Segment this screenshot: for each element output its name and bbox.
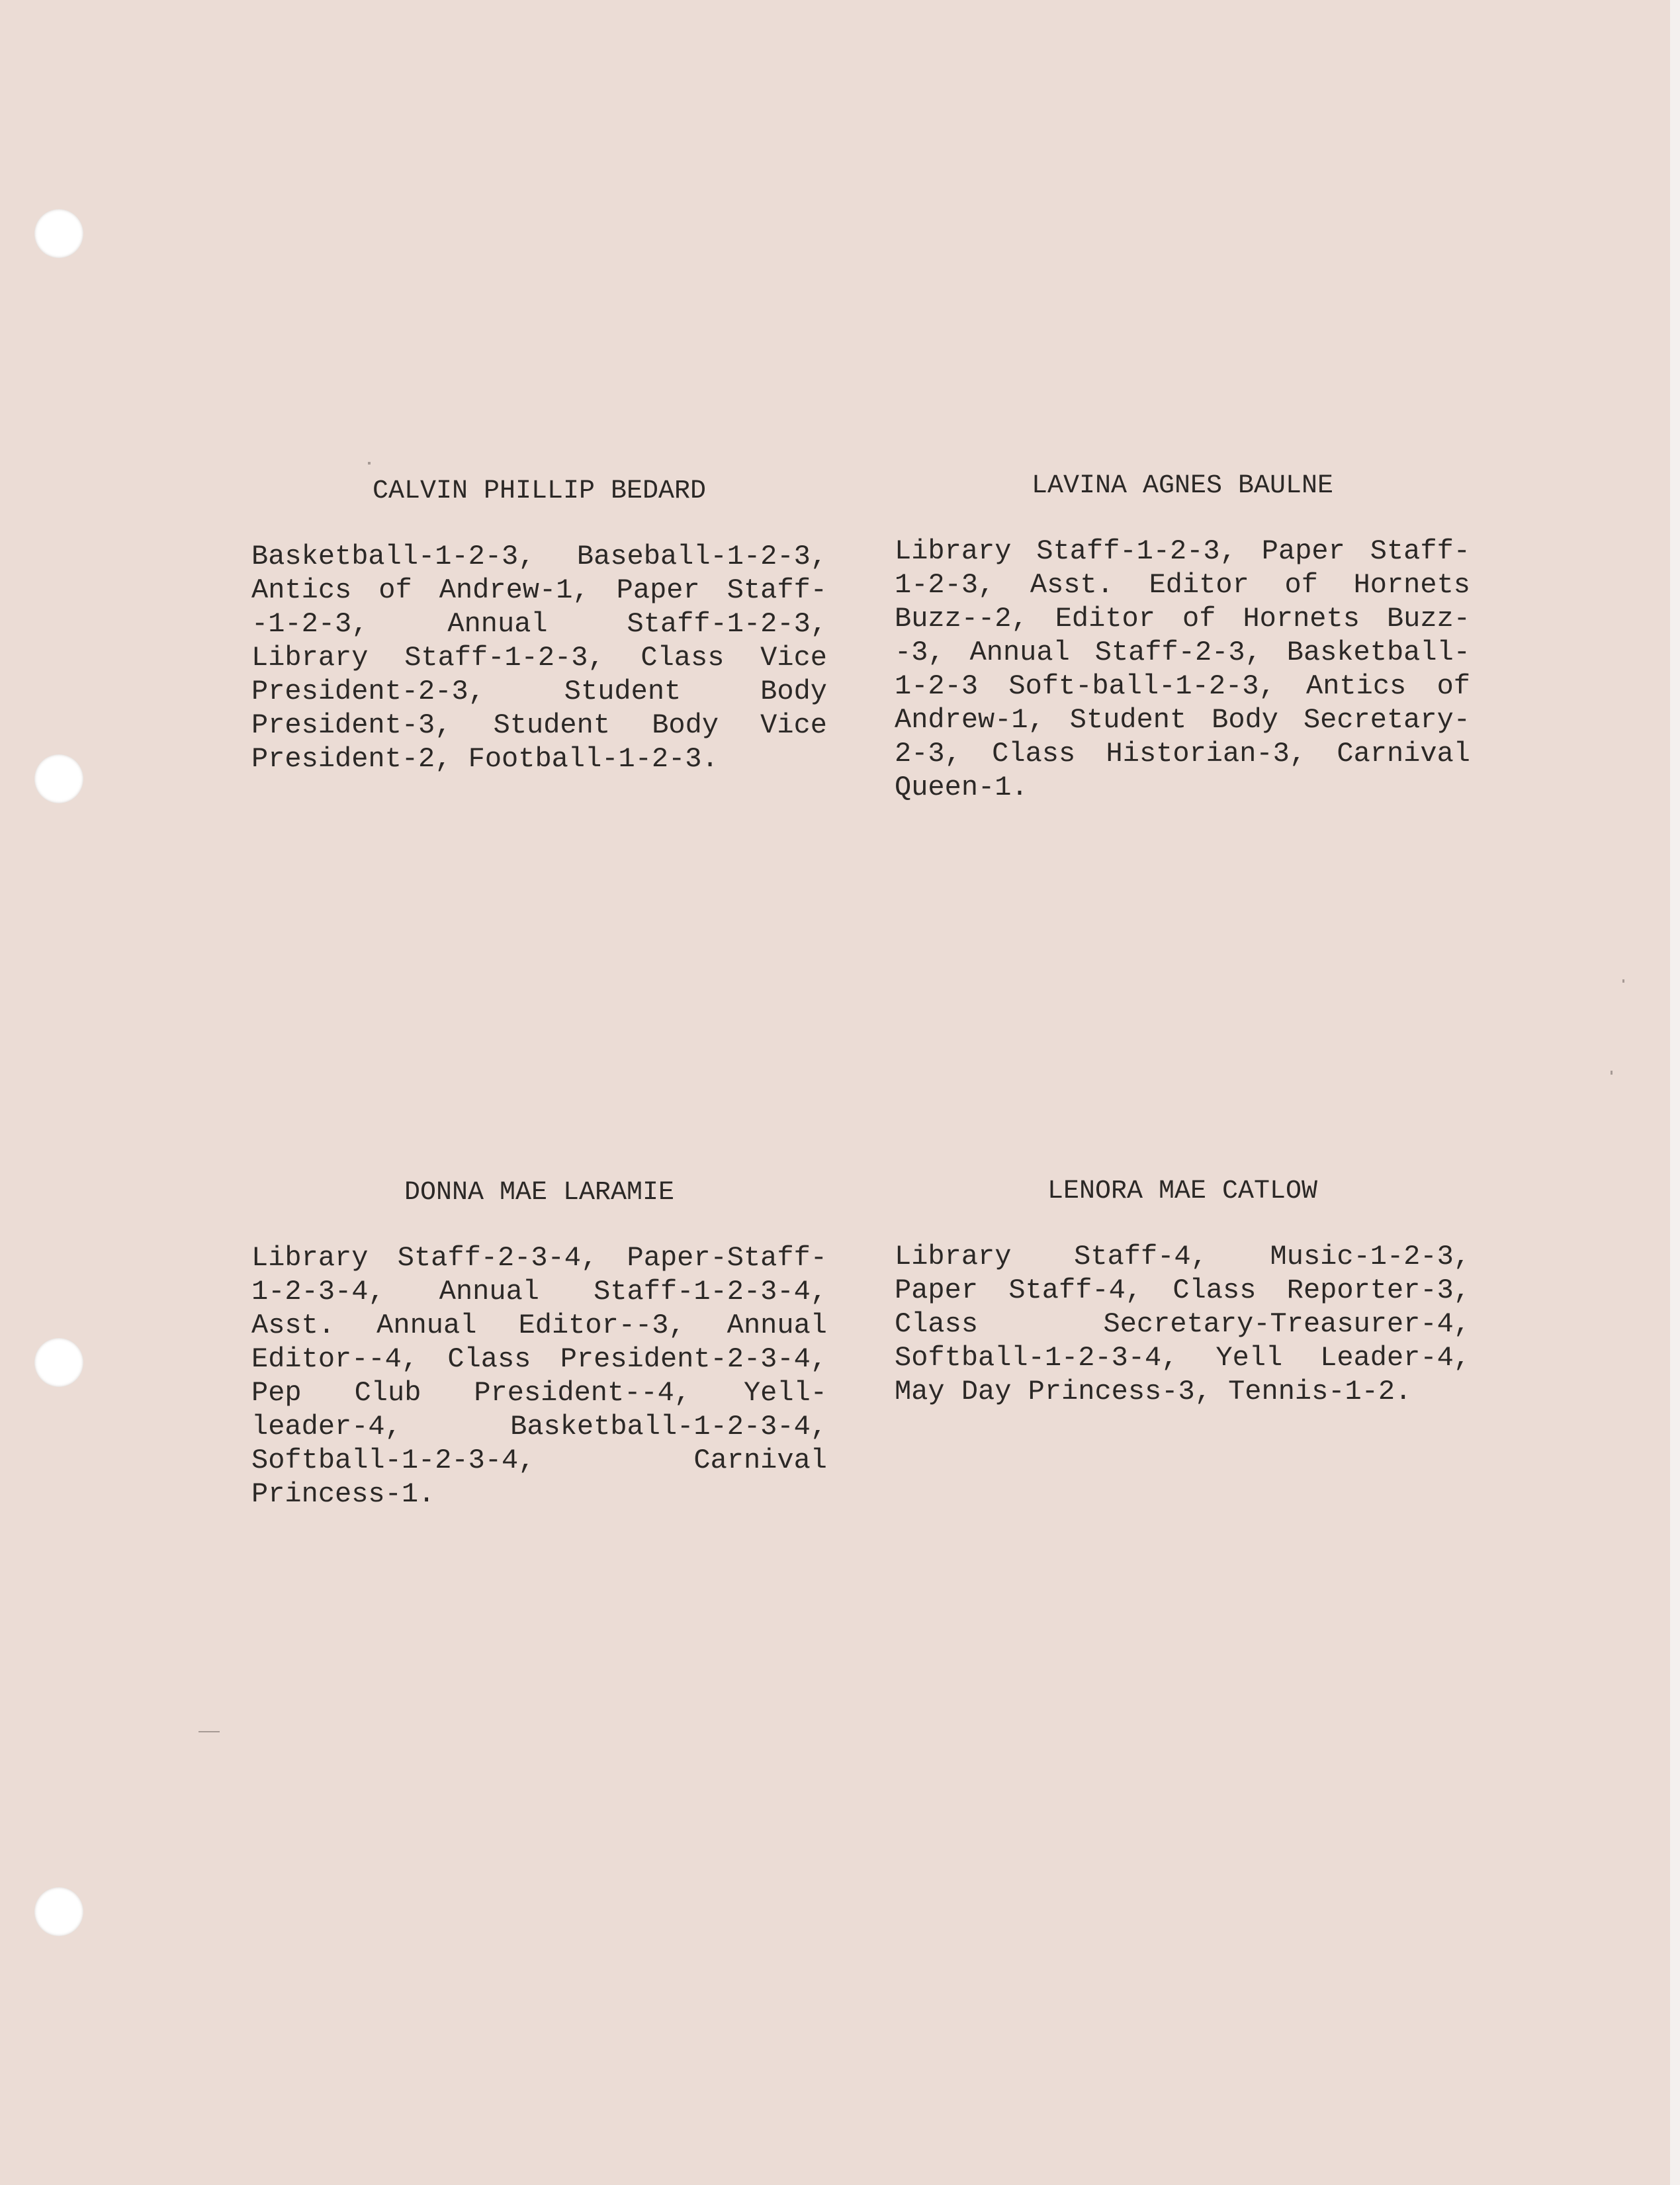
- student-activities: Library Staff-1-2-3, Paper Staff-1-2-3, Asst. Editor of Hornets Buzz--2, Editor of Hornets Buzz--3, Annual Staff-2-3, Basketball-1-2-3 Soft-ball-1-2-3, Antics of Andrew-1, Student Body Secretary-2-3, Class Historian-3, Carnival Queen-1.: [895, 535, 1470, 803]
- paper-speck: [199, 1731, 220, 1732]
- paper-speck: [368, 462, 371, 465]
- senior-entry-lavina: [895, 470, 1470, 805]
- senior-entry-lenora: [895, 1175, 1470, 1409]
- binder-hole-2: [34, 754, 83, 803]
- binder-hole-3: [34, 1338, 83, 1387]
- binder-hole-1: [34, 209, 83, 258]
- student-activities: Basketball-1-2-3, Baseball-1-2-3, Antics of Andrew-1, Paper Staff--1-2-3, Annual Staff-1-2-3, Library Staff-1-2-3, Class Vice President-2-3, Student Body President-3, Student Body Vice President-2, Football-1-2-3.: [251, 541, 827, 775]
- senior-entry-donna: [251, 1177, 827, 1511]
- paper-speck: [1611, 1071, 1613, 1075]
- student-name: CALVIN PHILLIP BEDARD: [372, 476, 707, 506]
- senior-entry-calvin: [251, 475, 827, 776]
- paper-speck: [1622, 979, 1624, 983]
- student-name: DONNA MAE LARAMIE: [404, 1178, 675, 1208]
- student-activities: Library Staff-4, Music-1-2-3, Paper Staff-4, Class Reporter-3, Class Secretary-Treasurer-4, Softball-1-2-3-4, Yell Leader-4, May Day Princess-3, Tennis-1-2.: [895, 1241, 1470, 1407]
- page-edge: [1670, 0, 1680, 2185]
- student-activities: Library Staff-2-3-4, Paper-Staff-1-2-3-4, Annual Staff-1-2-3-4, Asst. Annual Editor--3, Annual Editor--4, Class President-2-3-4, Pep Club President--4, Yell-leader-4, Basketball-1-2-3-4, Softball-1-2-3-4, Carnival Princess-1.: [251, 1242, 827, 1510]
- student-name: LAVINA AGNES BAULNE: [1031, 471, 1334, 501]
- binder-hole-4: [34, 1887, 83, 1936]
- student-name: LENORA MAE CATLOW: [1047, 1177, 1318, 1206]
